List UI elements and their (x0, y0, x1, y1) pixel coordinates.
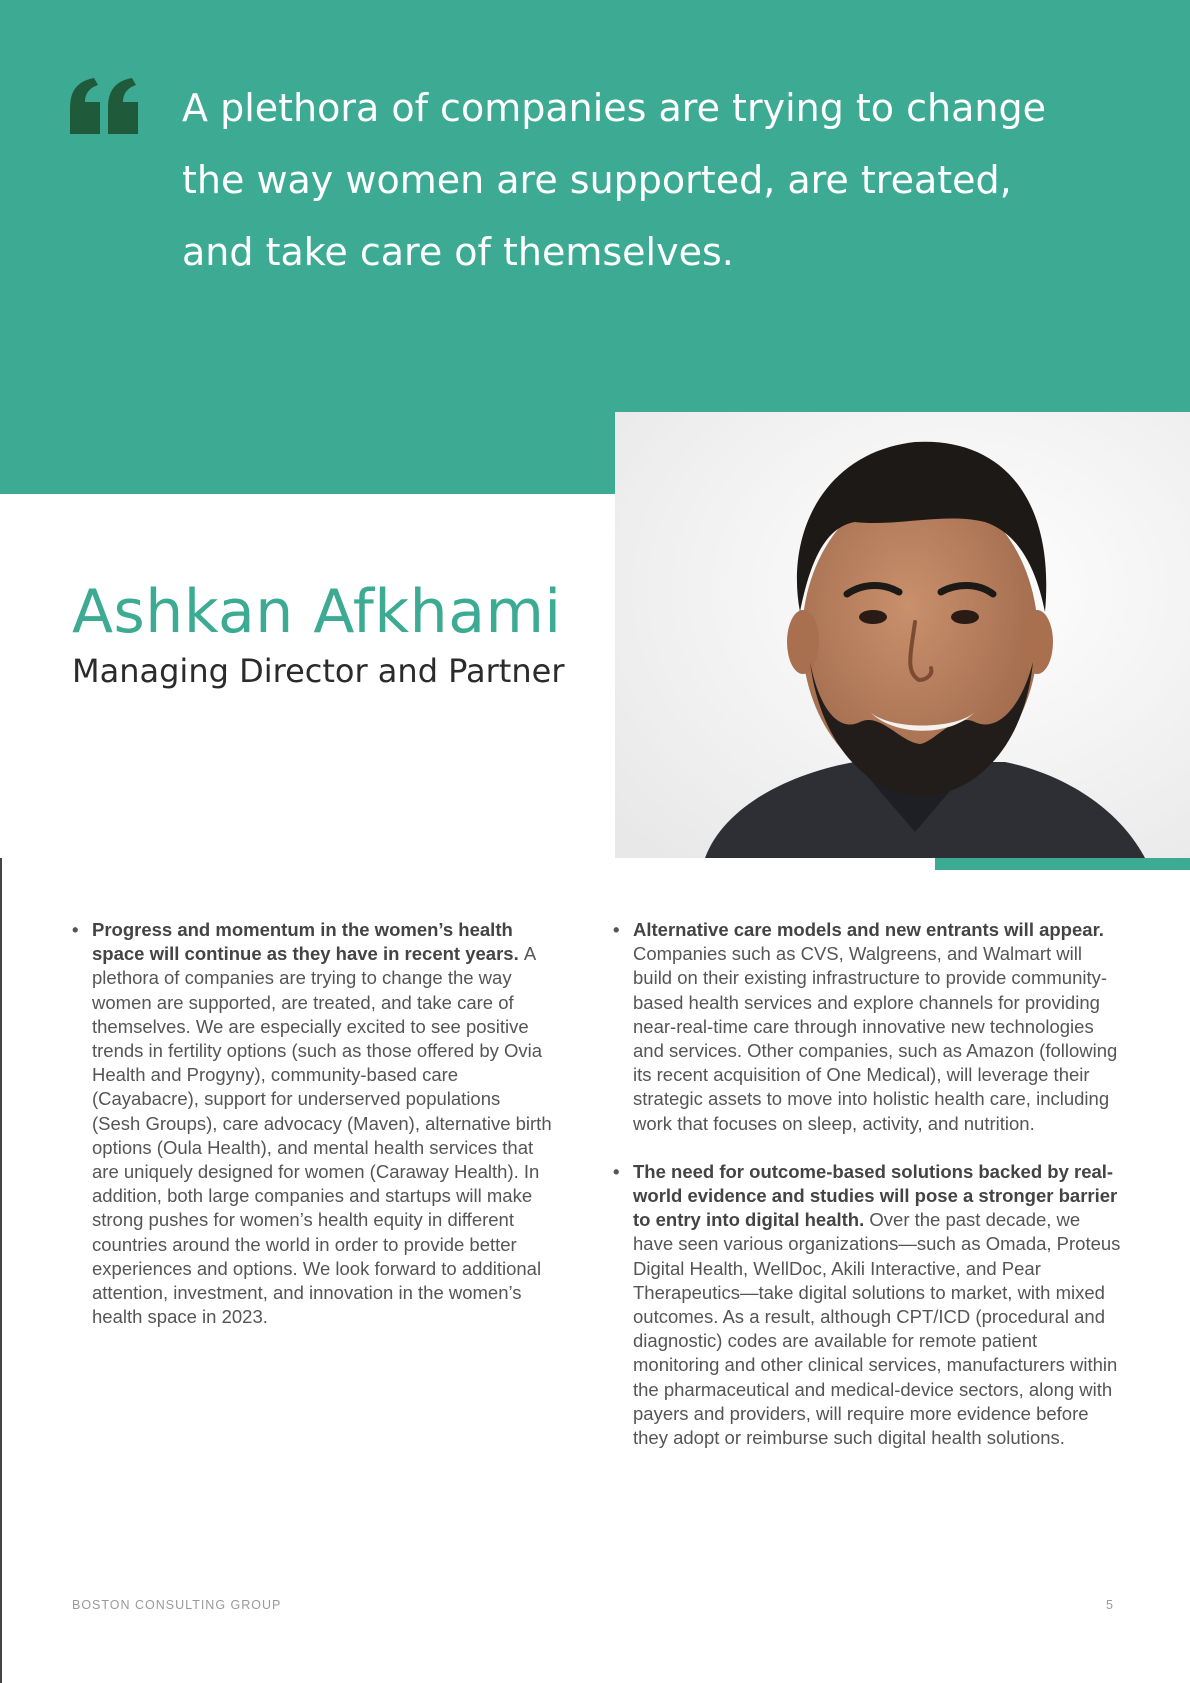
footer-brand: BOSTON CONSULTING GROUP (72, 1598, 282, 1612)
portrait-photo (615, 412, 1190, 858)
bullet-lead: The need for outcome-based solutions backed by real-world evidence and studies will pose a stronger barrier to entry into digital health. (633, 1160, 1118, 1231)
accent-bar (935, 858, 1190, 870)
right-column (613, 918, 1123, 1474)
page-number: 5 (1106, 1598, 1113, 1612)
left-rule (0, 858, 2, 1683)
bullet-icon: • (613, 1160, 620, 1182)
bullet-lead: Alternative care models and new entrants will appear. (633, 919, 1104, 940)
bullet-body: Over the past decade, we have seen various organizations—such as Omada, Proteus Digital Health, WellDoc, Akili Interactive, and Pear Therapeutics—take digital solutions to market, with mixed outcomes. As a result, although CPT/ICD (procedural and diagnostic) codes are available for remote patient monitoring and other clinical services, manufacturers within the pharmaceutical and medical-device sectors, along with payers and providers, will require more evidence before they adopt or reimburse such digital health solutions. (633, 1209, 1121, 1449)
left-column (72, 918, 552, 1353)
bullet-lead: Progress and momentum in the women’s health space will continue as they have in recent years. (92, 919, 524, 965)
person-name: Ashkan Afkhami (72, 577, 562, 647)
bullet-icon: • (613, 919, 620, 940)
quote-mark-icon (70, 78, 142, 134)
list-item (613, 1160, 1123, 1450)
list-item (613, 918, 1123, 1136)
person-title: Managing Director and Partner (72, 652, 565, 690)
bullet-icon: • (72, 919, 79, 940)
bullet-body: Companies such as CVS, Walgreens, and Walmart will build on their existing infrastructure to provide community-based health services and explore channels for providing near-real-time care through innovative new technologies and services. Other companies, such as Amazon (following its recent acquisition of One Medical), will leverage their strategic assets to move into holistic health care, including work that focuses on sleep, activity, and nutrition. (633, 943, 1118, 1134)
list-item (72, 918, 552, 1329)
bullet-body: A plethora of companies are trying to change the way women are supported, are treated, and take care of themselves. We are especially excited to see positive trends in fertility options (such as those offered by Ovia Health and Progyny), community-based care (Cayabacre), support for underserved populations (Sesh Groups), care advocacy (Maven), alternative birth options (Oula Health), and mental health services that are uniquely designed for women (Caraway Health). In addition, both large companies and startups will make strong pushes for women’s health equity in different countries around the world in order to provide better experiences and options. We look forward to additional attention, investment, and innovation in the women’s health space in 2023. (92, 943, 552, 1328)
pull-quote: A plethora of companies are trying to change the way women are supported, are treated, and take care of themselves. (182, 86, 1046, 274)
